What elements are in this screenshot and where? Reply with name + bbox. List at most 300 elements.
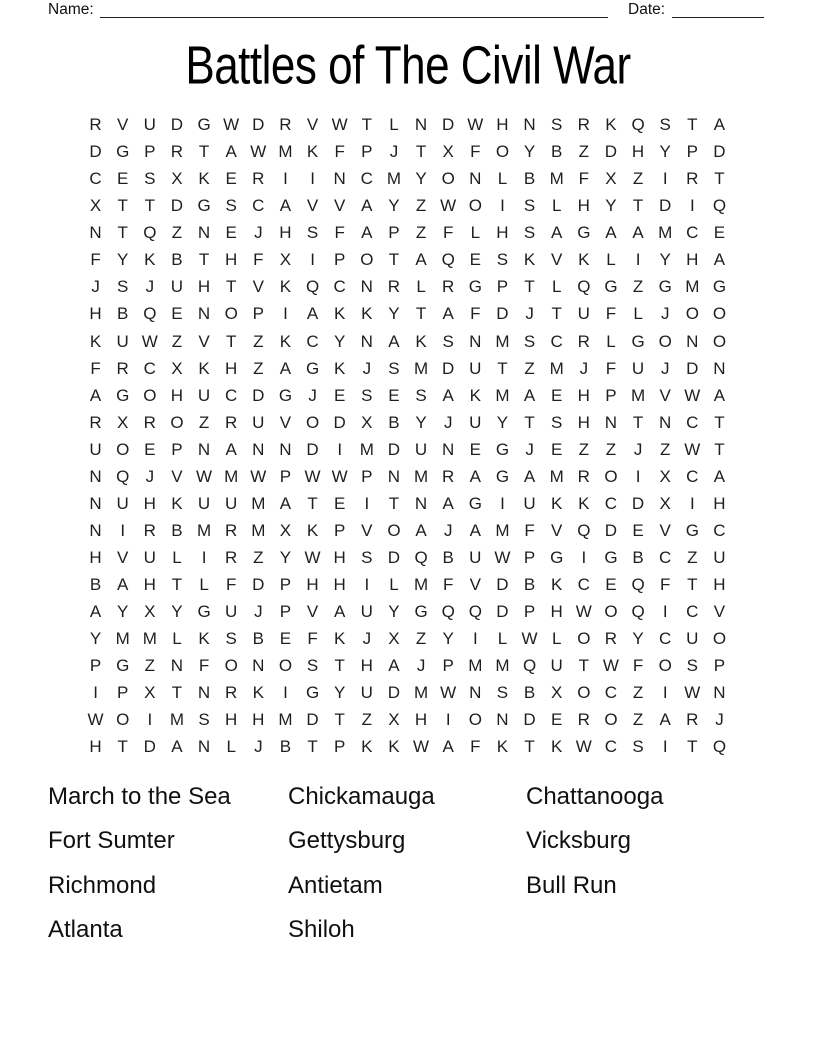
- grid-letter: W: [684, 683, 701, 703]
- grid-letter: T: [388, 250, 400, 270]
- grid-letter: A: [713, 250, 726, 270]
- grid-letter: Z: [415, 196, 427, 216]
- grid-letter: P: [117, 683, 129, 703]
- grid-letter: H: [713, 493, 726, 513]
- grid-letter: N: [89, 493, 102, 513]
- grid-letter: S: [523, 331, 536, 351]
- grid-letter: T: [524, 277, 535, 297]
- grid-letter: N: [252, 439, 265, 459]
- grid-letter: F: [90, 358, 101, 378]
- grid-letter: N: [197, 737, 211, 757]
- grid-letter: N: [686, 331, 699, 351]
- grid-letter: I: [662, 683, 668, 703]
- word-list-item: Vicksburg: [526, 827, 631, 855]
- grid-letter: R: [387, 277, 401, 297]
- grid-letter: R: [577, 331, 590, 351]
- grid-letter: K: [334, 304, 346, 324]
- grid-letter: R: [686, 169, 699, 189]
- grid-letter: K: [551, 575, 563, 595]
- grid-letter: U: [550, 656, 563, 676]
- grid-letter: X: [171, 358, 183, 378]
- grid-letter: L: [199, 575, 209, 595]
- grid-letter: D: [387, 439, 401, 459]
- grid-row: [82, 625, 733, 652]
- grid-letter: H: [170, 385, 184, 405]
- grid-letter: K: [578, 493, 590, 513]
- grid-letter: W: [684, 439, 701, 459]
- grid-letter: G: [116, 385, 130, 405]
- grid-row: [82, 544, 733, 571]
- grid-letter: W: [250, 142, 267, 162]
- grid-letter: A: [171, 737, 183, 757]
- grid-letter: B: [117, 304, 129, 324]
- grid-letter: J: [525, 439, 534, 459]
- grid-letter: K: [171, 493, 183, 513]
- grid-letter: H: [577, 196, 590, 216]
- grid-letter: K: [198, 169, 210, 189]
- grid-letter: S: [632, 737, 644, 757]
- grid-letter: M: [386, 169, 402, 189]
- grid-letter: S: [523, 223, 536, 243]
- grid-letter: G: [685, 520, 699, 540]
- grid-letter: Z: [632, 169, 644, 189]
- grid-letter: Z: [687, 548, 698, 567]
- grid-row: [82, 652, 733, 679]
- grid-letter: N: [414, 115, 428, 134]
- grid-letter: U: [469, 358, 482, 378]
- grid-row: [82, 409, 733, 436]
- grid-letter: T: [117, 737, 128, 757]
- grid-letter: O: [468, 196, 482, 216]
- grid-letter: M: [169, 710, 185, 730]
- grid-letter: A: [306, 304, 319, 324]
- grid-letter: N: [197, 304, 211, 324]
- grid-row: [82, 192, 733, 219]
- grid-letter: W: [196, 466, 213, 486]
- grid-letter: P: [496, 277, 509, 297]
- grid-letter: F: [198, 656, 210, 676]
- grid-letter: S: [496, 250, 509, 270]
- grid-letter: V: [551, 250, 563, 270]
- grid-letter: L: [226, 737, 236, 757]
- grid-letter: M: [549, 358, 564, 378]
- grid-letter: Q: [441, 602, 455, 622]
- grid-letter: I: [310, 250, 315, 270]
- grid-letter: G: [197, 115, 211, 134]
- grid-letter: V: [334, 196, 346, 216]
- grid-letter: P: [523, 548, 536, 567]
- grid-letter: A: [361, 196, 373, 216]
- grid-letter: T: [307, 737, 318, 757]
- grid-letter: N: [387, 466, 401, 486]
- grid-letter: Y: [496, 412, 509, 432]
- grid-letter: H: [89, 737, 102, 757]
- grid-letter: L: [497, 169, 508, 189]
- grid-letter: N: [523, 115, 536, 134]
- grid-letter: K: [252, 683, 264, 703]
- grid-letter: O: [577, 683, 591, 703]
- grid-letter: V: [279, 412, 292, 432]
- grid-letter: B: [523, 169, 536, 189]
- grid-letter: N: [469, 169, 482, 189]
- grid-letter: U: [523, 493, 536, 513]
- grid-letter: M: [359, 439, 374, 459]
- grid-letter: S: [306, 223, 319, 243]
- grid-letter: Q: [468, 602, 482, 622]
- grid-row: [82, 463, 733, 490]
- grid-letter: Q: [577, 277, 591, 297]
- grid-letter: S: [442, 331, 454, 351]
- grid-letter: R: [577, 466, 590, 486]
- grid-letter: J: [416, 656, 426, 676]
- grid-letter: E: [551, 385, 563, 405]
- grid-letter: A: [415, 520, 427, 540]
- grid-letter: O: [116, 710, 130, 730]
- grid-letter: I: [472, 629, 478, 649]
- grid-letter: B: [89, 575, 102, 595]
- grid-letter: V: [469, 575, 481, 595]
- grid-letter: R: [686, 710, 699, 730]
- grid-letter: M: [115, 629, 130, 649]
- grid-letter: X: [551, 683, 563, 703]
- wordsearch-grid: [82, 111, 733, 761]
- grid-letter: X: [89, 196, 102, 216]
- grid-letter: V: [171, 466, 183, 486]
- grid-letter: A: [605, 223, 617, 243]
- grid-letter: B: [279, 737, 292, 757]
- grid-letter: H: [496, 115, 509, 134]
- grid-letter: C: [713, 520, 726, 540]
- grid-letter: F: [470, 304, 481, 324]
- grid-letter: W: [250, 466, 267, 486]
- grid-letter: R: [89, 412, 102, 432]
- grid-letter: U: [360, 683, 373, 703]
- grid-letter: N: [197, 223, 211, 243]
- grid-letter: T: [225, 277, 237, 297]
- grid-letter: D: [387, 548, 401, 567]
- grid-letter: H: [252, 710, 265, 730]
- grid-letter: K: [279, 277, 292, 297]
- grid-letter: H: [713, 575, 726, 595]
- grid-letter: I: [500, 493, 505, 513]
- grid-letter: C: [360, 169, 373, 189]
- grid-letter: M: [658, 223, 673, 243]
- grid-letter: A: [279, 196, 292, 216]
- grid-letter: K: [144, 250, 156, 270]
- grid-letter: M: [468, 656, 483, 676]
- grid-letter: R: [143, 520, 156, 540]
- grid-letter: D: [496, 602, 509, 622]
- grid-letter: Y: [334, 683, 346, 703]
- grid-letter: K: [361, 737, 373, 757]
- grid-letter: U: [89, 439, 102, 459]
- grid-letter: P: [334, 250, 346, 270]
- word-list-item: March to the Sea: [48, 783, 231, 810]
- word-list-item: Chattanooga: [526, 783, 664, 810]
- grid-letter: I: [120, 520, 126, 540]
- grid-letter: T: [497, 358, 508, 378]
- grid-letter: D: [713, 142, 726, 162]
- grid-letter: O: [116, 439, 130, 459]
- grid-letter: F: [253, 250, 264, 270]
- grid-letter: O: [360, 250, 374, 270]
- grid-letter: H: [279, 223, 292, 243]
- grid-letter: T: [307, 493, 318, 513]
- grid-letter: O: [658, 331, 672, 351]
- grid-row: [82, 517, 733, 544]
- grid-letter: Z: [253, 358, 264, 378]
- grid-letter: C: [686, 602, 699, 622]
- grid-letter: K: [551, 493, 563, 513]
- grid-letter: J: [633, 439, 643, 459]
- grid-letter: E: [632, 520, 644, 540]
- grid-letter: B: [523, 575, 536, 595]
- grid-letter: Q: [305, 277, 320, 297]
- grid-letter: U: [469, 412, 482, 432]
- grid-letter: K: [605, 115, 617, 134]
- grid-letter: Z: [171, 223, 183, 243]
- grid-letter: B: [171, 250, 183, 270]
- grid-row: [82, 355, 733, 382]
- grid-letter: K: [361, 304, 373, 324]
- grid-letter: I: [689, 196, 695, 216]
- grid-letter: C: [659, 548, 672, 567]
- grid-letter: X: [442, 142, 454, 162]
- grid-letter: N: [713, 358, 726, 378]
- grid-letter: C: [306, 331, 319, 351]
- grid-letter: R: [577, 115, 590, 134]
- grid-row: [82, 598, 733, 625]
- grid-letter: E: [117, 169, 129, 189]
- grid-letter: S: [144, 169, 156, 189]
- grid-letter: N: [360, 277, 373, 297]
- grid-letter: G: [197, 602, 211, 622]
- grid-letter: S: [306, 656, 319, 676]
- grid-letter: P: [605, 385, 617, 405]
- grid-letter: E: [279, 629, 292, 649]
- grid-letter: S: [496, 683, 509, 703]
- grid-letter: K: [415, 331, 427, 351]
- grid-letter: X: [361, 412, 373, 432]
- grid-letter: G: [631, 331, 645, 351]
- grid-letter: A: [713, 385, 726, 405]
- grid-letter: G: [495, 439, 510, 459]
- grid-letter: W: [602, 656, 619, 676]
- grid-letter: O: [387, 520, 401, 540]
- grid-letter: P: [279, 466, 292, 486]
- grid-letter: M: [278, 710, 293, 730]
- grid-letter: N: [89, 223, 102, 243]
- grid-letter: G: [305, 683, 320, 703]
- grid-letter: A: [713, 466, 726, 486]
- grid-letter: I: [635, 466, 641, 486]
- grid-letter: M: [413, 683, 429, 703]
- grid-letter: Z: [171, 331, 183, 351]
- grid-letter: F: [578, 169, 589, 189]
- grid-letter: O: [170, 412, 184, 432]
- grid-letter: P: [89, 656, 102, 676]
- grid-letter: A: [469, 466, 481, 486]
- grid-letter: A: [713, 115, 726, 134]
- grid-letter: P: [442, 656, 454, 676]
- grid-letter: W: [521, 629, 538, 649]
- grid-letter: D: [631, 493, 645, 513]
- grid-letter: Q: [143, 304, 157, 324]
- grid-letter: D: [170, 196, 184, 216]
- grid-letter: Y: [632, 629, 644, 649]
- grid-letter: P: [171, 439, 183, 459]
- grid-letter: M: [630, 385, 646, 405]
- grid-letter: L: [551, 277, 562, 297]
- grid-letter: Q: [143, 223, 157, 243]
- grid-letter: F: [605, 304, 617, 324]
- grid-letter: U: [116, 493, 129, 513]
- grid-letter: E: [225, 223, 237, 243]
- word-list-column: [526, 783, 663, 916]
- grid-letter: D: [604, 520, 618, 540]
- grid-letter: K: [388, 737, 400, 757]
- grid-letter: W: [304, 466, 321, 486]
- grid-letter: T: [225, 331, 237, 351]
- grid-letter: Z: [659, 439, 671, 459]
- grid-letter: O: [712, 629, 727, 649]
- grid-letter: E: [334, 493, 346, 513]
- grid-letter: T: [524, 737, 535, 757]
- grid-row: [82, 111, 733, 138]
- grid-letter: R: [442, 277, 455, 297]
- grid-letter: I: [364, 575, 370, 595]
- grid-letter: R: [577, 710, 590, 730]
- grid-letter: D: [306, 710, 319, 730]
- grid-letter: A: [523, 385, 536, 405]
- grid-letter: Q: [522, 656, 537, 676]
- grid-letter: S: [225, 196, 237, 216]
- grid-letter: W: [467, 115, 484, 134]
- grid-letter: Q: [116, 466, 130, 486]
- grid-letter: T: [714, 169, 725, 189]
- grid-letter: T: [334, 656, 345, 676]
- grid-letter: U: [713, 548, 726, 567]
- grid-letter: F: [90, 250, 101, 270]
- grid-letter: M: [549, 169, 564, 189]
- grid-letter: H: [631, 142, 645, 162]
- grid-letter: H: [225, 358, 238, 378]
- grid-letter: E: [605, 575, 617, 595]
- name-label: Name:: [48, 1, 94, 18]
- grid-letter: X: [279, 520, 292, 540]
- grid-letter: O: [224, 656, 238, 676]
- grid-letter: S: [117, 277, 129, 297]
- grid-letter: E: [551, 710, 563, 730]
- grid-letter: A: [551, 223, 563, 243]
- grid-letter: D: [252, 115, 265, 134]
- grid-letter: R: [143, 412, 156, 432]
- grid-letter: J: [389, 142, 399, 162]
- grid-letter: P: [279, 575, 292, 595]
- grid-letter: J: [308, 385, 317, 405]
- grid-letter: Z: [415, 223, 427, 243]
- grid-letter: W: [413, 737, 430, 757]
- grid-letter: A: [388, 656, 400, 676]
- grid-row: [82, 300, 733, 327]
- grid-letter: M: [251, 520, 266, 540]
- grid-letter: D: [496, 575, 509, 595]
- grid-letter: V: [361, 520, 373, 540]
- grid-letter: T: [198, 142, 210, 162]
- grid-letter: U: [197, 493, 211, 513]
- grid-letter: Q: [414, 548, 428, 567]
- grid-letter: D: [442, 115, 455, 134]
- grid-letter: F: [659, 575, 671, 595]
- grid-letter: Z: [524, 358, 535, 378]
- grid-letter: T: [687, 115, 698, 134]
- grid-letter: B: [388, 412, 400, 432]
- grid-letter: A: [415, 250, 427, 270]
- grid-letter: T: [714, 439, 725, 459]
- grid-letter: A: [442, 304, 454, 324]
- grid-letter: S: [415, 385, 427, 405]
- grid-letter: U: [686, 629, 699, 649]
- grid-letter: T: [632, 412, 644, 432]
- grid-letter: T: [361, 115, 372, 134]
- grid-letter: C: [550, 331, 563, 351]
- word-list-column: [48, 783, 231, 961]
- grid-letter: D: [496, 304, 509, 324]
- grid-letter: H: [143, 493, 156, 513]
- grid-letter: F: [470, 142, 481, 162]
- grid-letter: W: [684, 385, 701, 405]
- grid-letter: L: [497, 629, 508, 649]
- grid-letter: O: [685, 304, 699, 324]
- grid-letter: D: [143, 737, 156, 757]
- grid-letter: J: [660, 304, 670, 324]
- grid-letter: R: [170, 142, 184, 162]
- grid-letter: O: [604, 710, 618, 730]
- grid-letter: N: [89, 520, 102, 540]
- grid-letter: J: [145, 277, 155, 297]
- word-list-item: Bull Run: [526, 871, 617, 899]
- grid-letter: M: [413, 466, 429, 486]
- word-list-item: Antietam: [288, 871, 383, 899]
- grid-letter: W: [141, 331, 158, 351]
- grid-letter: J: [145, 466, 155, 486]
- grid-letter: A: [334, 602, 346, 622]
- grid-letter: U: [631, 358, 645, 378]
- grid-letter: E: [551, 439, 563, 459]
- grid-letter: A: [469, 520, 481, 540]
- grid-letter: O: [577, 629, 591, 649]
- grid-letter: V: [306, 115, 319, 134]
- grid-letter: D: [686, 358, 699, 378]
- grid-letter: F: [470, 737, 481, 757]
- grid-letter: U: [577, 304, 590, 324]
- grid-letter: T: [388, 493, 400, 513]
- grid-letter: S: [551, 115, 563, 134]
- grid-letter: W: [331, 466, 348, 486]
- grid-letter: P: [252, 304, 264, 324]
- grid-letter: F: [334, 223, 345, 243]
- grid-letter: E: [713, 223, 726, 243]
- grid-row: [82, 165, 733, 192]
- grid-letter: K: [334, 629, 346, 649]
- grid-letter: L: [551, 629, 562, 649]
- grid-letter: T: [687, 737, 698, 757]
- grid-letter: T: [117, 223, 128, 243]
- grid-letter: J: [91, 277, 100, 297]
- grid-letter: F: [307, 629, 318, 649]
- grid-letter: L: [633, 304, 643, 324]
- grid-letter: A: [388, 331, 400, 351]
